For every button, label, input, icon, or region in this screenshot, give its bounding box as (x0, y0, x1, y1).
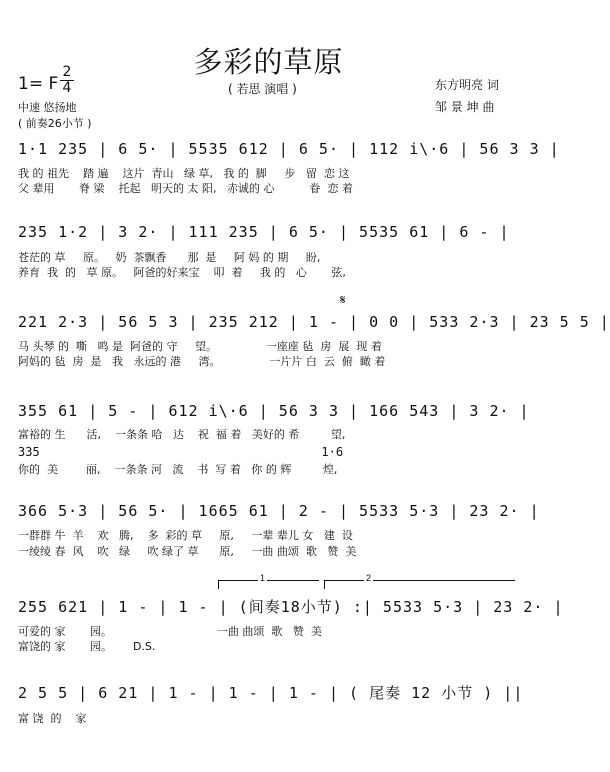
time-signature (60, 66, 74, 95)
lyrics-verse-2: 你的 美 丽, 一条条 河 流 书 写 着 你 的 辉 煌, (18, 463, 338, 476)
notation-line: 235 1·2 | 3 2· | 111 235 | 6 5· | 5535 61 | 6 - | (18, 223, 510, 241)
lyrics-verse-2: 一绫绫 春 风 吹 绿 吹 绿了 草 原, 一曲 曲颂 歌 赞 美 (18, 545, 357, 558)
notation-line: 221 2·3 | 56 5 3 | 235 212 | 1 - | 0 0 | 533 2·3 | 23 5 5 | (18, 313, 610, 331)
tempo-marking: 中速 悠扬地 (18, 101, 77, 114)
volta-number-2: 2 (366, 573, 372, 583)
time-signature-top: 2 (62, 64, 72, 80)
lyrics-verse-1: 苍茫的 草 原。 奶 茶飘香 那 是 阿 妈 的 期 盼, (18, 251, 321, 264)
lyrics-verse-1: 富裕的 生 活, 一条条 哈 达 祝 福 着 美好的 希 望, (18, 428, 346, 441)
notation-line: 255 621 | 1 - | 1 - | (间奏18小节) :| 5533 5·3 | 23 2· | (18, 598, 564, 616)
lyrics-verse-2: 养育 我 的 草 原。 阿爸的好来宝 叩 着 我 的 心 弦, (18, 266, 346, 279)
time-signature-bottom: 4 (62, 80, 72, 96)
notation-line: 366 5·3 | 56 5· | 1665 61 | 2 - | 5533 5·3 | 23 2· | (18, 502, 540, 520)
notation-line: 2 5 5 | 6 21 | 1 - | 1 - | 1 - | ( 尾奏 12 小节 ) || (18, 684, 524, 702)
lyrics-verse-1: 马 头琴 的 嘶 鸣 是 阿爸的 守 望。 一座座 毡 房 展 现 着 (18, 340, 382, 353)
alternate-notes: 335 1·6 (18, 445, 344, 459)
segno-symbol: 𝄋 (340, 292, 346, 307)
lyrics-verse-2: 富饶的 家 园。 D.S. (18, 640, 156, 653)
composer-credit: 邹 景 坤 曲 (435, 100, 495, 114)
volta-number-1: 1 (260, 573, 266, 583)
lyrics-verse-2: 父 辈用 脊 梁 托起 明天的 太 阳, 赤诚的 心 眷 恋 着 (18, 182, 353, 195)
lyrics-verse-1: 富 饶 的 家 (18, 712, 87, 725)
key-signature: 1= F (18, 74, 59, 94)
singer-credit: ( 若思 演唱 ) (228, 82, 297, 96)
intro-marking: ( 前奏26小节 ) (18, 117, 92, 130)
volta-bracket-1 (218, 580, 319, 589)
volta-bracket-2 (324, 580, 515, 589)
notation-line: 1·1 235 | 6 5· | 5535 612 | 6 5· | 112 i\·6 | 56 3 3 | (18, 140, 560, 158)
lyrics-verse-1: 一群群 牛 羊 欢 腾, 多 彩的 草 原, 一辈 辈儿 女 建 设 (18, 529, 353, 542)
song-title: 多彩的草原 (193, 45, 344, 79)
lyrics-verse-1: 我 的 祖先 踏 遍 这片 青山 绿 草, 我 的 脚 步 留 恋 这 (18, 167, 350, 180)
lyricist-credit: 东方明亮 词 (435, 78, 499, 92)
notation-line: 355 61 | 5 - | 612 i\·6 | 56 3 3 | 166 543 | 3 2· | (18, 402, 530, 420)
lyrics-verse-2: 阿妈的 毡 房 是 我 永远的 港 湾。 一片片 白 云 俯 瞰 着 (18, 355, 386, 368)
lyrics-verse-1: 可爱的 家 园。 一曲 曲颂 歌 赞 美 (18, 625, 322, 638)
